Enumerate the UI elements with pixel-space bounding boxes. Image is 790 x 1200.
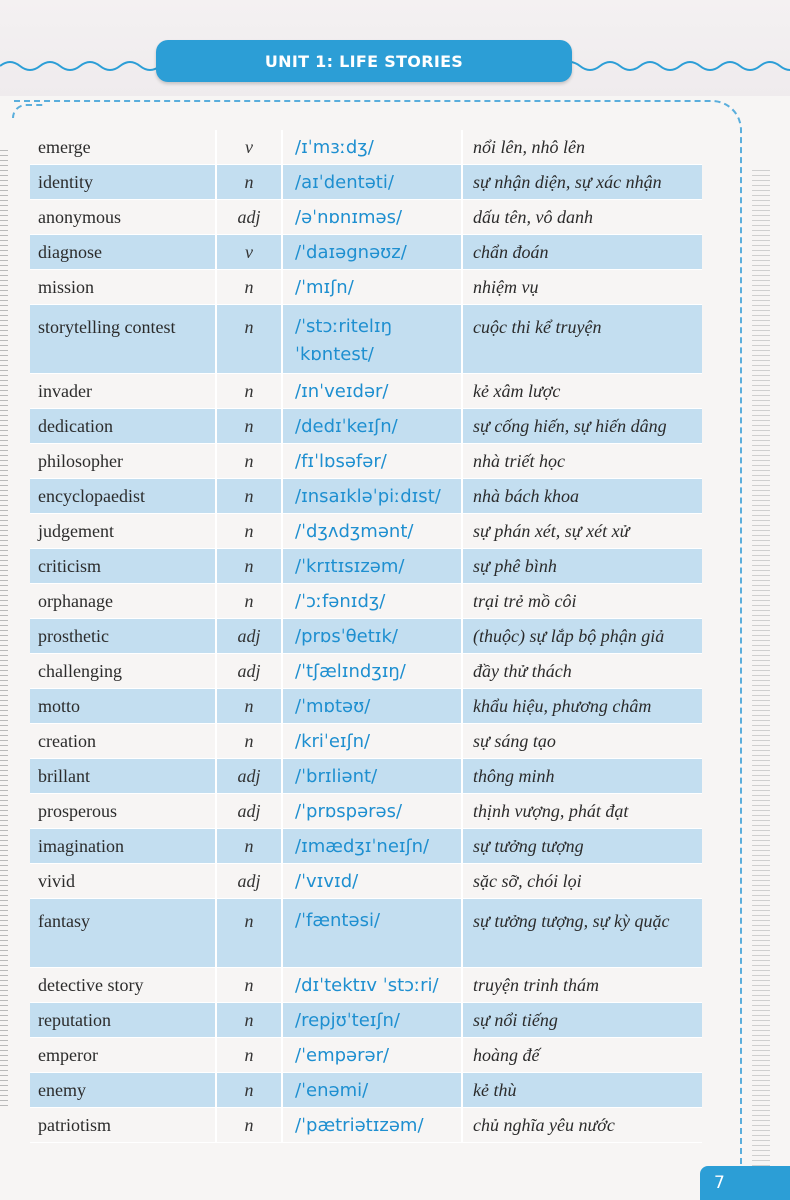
meaning-cell xyxy=(462,1108,702,1143)
table-row xyxy=(30,584,702,619)
part-of-speech-cell xyxy=(216,899,282,968)
meaning-cell-text: sự nhận diện, sự xác nhận xyxy=(473,171,662,192)
pronunciation-cell xyxy=(282,724,462,759)
word-cell xyxy=(30,759,216,794)
word-cell xyxy=(30,829,216,864)
pronunciation-cell-text: /ˈmɒtəʊ/ xyxy=(295,695,371,717)
pronunciation-cell-text: /ˈbrɪliənt/ xyxy=(295,765,378,787)
meaning-cell xyxy=(462,794,702,829)
part-of-speech-cell xyxy=(216,130,282,165)
word-cell xyxy=(30,968,216,1003)
pronunciation-cell-text: /fɪˈlɒsəfər/ xyxy=(295,450,387,472)
pronunciation-cell xyxy=(282,899,462,968)
word-cell-text: orphanage xyxy=(38,590,113,611)
word-cell-text: invader xyxy=(38,380,92,401)
word-cell-text: enemy xyxy=(38,1079,86,1100)
pronunciation-cell-text: /dedɪˈkeɪʃn/ xyxy=(295,415,398,437)
meaning-cell xyxy=(462,444,702,479)
table-row xyxy=(30,794,702,829)
meaning-cell xyxy=(462,130,702,165)
word-cell xyxy=(30,654,216,689)
part-of-speech-cell-text: v xyxy=(245,241,253,262)
part-of-speech-cell xyxy=(216,409,282,444)
meaning-cell xyxy=(462,479,702,514)
part-of-speech-cell-text: n xyxy=(244,555,254,576)
part-of-speech-cell-text: n xyxy=(244,415,254,436)
part-of-speech-cell-text: n xyxy=(244,1009,254,1030)
pronunciation-cell-text: /ˈprɒspərəs/ xyxy=(295,800,403,822)
meaning-cell xyxy=(462,305,702,374)
part-of-speech-cell xyxy=(216,864,282,899)
meaning-cell xyxy=(462,619,702,654)
pronunciation-cell xyxy=(282,1003,462,1038)
word-cell-text: fantasy xyxy=(38,911,90,931)
page-number-tab xyxy=(700,1166,790,1200)
pronunciation-cell xyxy=(282,794,462,829)
word-cell xyxy=(30,409,216,444)
word-cell-text: motto xyxy=(38,695,81,716)
unit-title-banner xyxy=(156,40,572,82)
meaning-cell-text: thông minh xyxy=(473,765,555,786)
pronunciation-cell xyxy=(282,444,462,479)
word-cell-text: prosthetic xyxy=(38,625,109,646)
meaning-cell-text: khẩu hiệu, phương châm xyxy=(473,695,652,716)
table-row xyxy=(30,200,702,235)
table-row xyxy=(30,444,702,479)
part-of-speech-cell xyxy=(216,654,282,689)
part-of-speech-cell xyxy=(216,584,282,619)
part-of-speech-cell-text: n xyxy=(244,974,254,995)
pronunciation-cell xyxy=(282,584,462,619)
part-of-speech-cell xyxy=(216,514,282,549)
table-row xyxy=(30,374,702,409)
word-cell-text: anonymous xyxy=(38,206,121,227)
pronunciation-cell xyxy=(282,549,462,584)
word-cell-text: reputation xyxy=(38,1009,111,1030)
meaning-cell-text: nhà triết học xyxy=(473,450,565,471)
word-cell xyxy=(30,584,216,619)
pronunciation-cell-text: /ɪmædʒɪˈneɪʃn/ xyxy=(295,835,430,857)
meaning-cell-text: chẩn đoán xyxy=(473,241,549,262)
pronunciation-cell-text: /ˈdaɪəgnəʊz/ xyxy=(295,241,407,263)
pronunciation-cell-text: /ˈempərər/ xyxy=(295,1044,390,1066)
word-cell xyxy=(30,794,216,829)
part-of-speech-cell-text: adj xyxy=(237,206,261,227)
pronunciation-cell-text: /ˈstɔːritelɪŋ ˈkɒntest/ xyxy=(295,316,393,365)
part-of-speech-cell xyxy=(216,200,282,235)
part-of-speech-cell-text: n xyxy=(244,1114,254,1135)
meaning-cell-text: sự nổi tiếng xyxy=(473,1009,558,1030)
pronunciation-cell-text: /ɪnˈveɪdər/ xyxy=(295,380,389,402)
pronunciation-cell-text: /ˈfæntəsi/ xyxy=(295,910,381,931)
table-row xyxy=(30,549,702,584)
pronunciation-cell xyxy=(282,409,462,444)
part-of-speech-cell xyxy=(216,270,282,305)
meaning-cell-text: chủ nghĩa yêu nước xyxy=(473,1114,615,1135)
pronunciation-cell-text: /ˈpætriətɪzəm/ xyxy=(295,1114,424,1136)
meaning-cell-text: sự phán xét, sự xét xử xyxy=(473,520,630,541)
pronunciation-cell xyxy=(282,864,462,899)
word-cell-text: diagnose xyxy=(38,241,102,262)
pronunciation-cell-text: /ˈdʒʌdʒmənt/ xyxy=(295,520,414,542)
table-row xyxy=(30,270,702,305)
meaning-cell-text: thịnh vượng, phát đạt xyxy=(473,800,629,821)
part-of-speech-cell-text: adj xyxy=(237,765,261,786)
meaning-cell xyxy=(462,270,702,305)
pronunciation-cell-text: /əˈnɒnɪməs/ xyxy=(295,206,403,228)
word-cell-text: emperor xyxy=(38,1044,98,1065)
meaning-cell xyxy=(462,235,702,270)
meaning-cell-text: sự sáng tạo xyxy=(473,730,556,751)
word-cell xyxy=(30,305,216,374)
meaning-cell-text: sự phê bình xyxy=(473,555,557,576)
part-of-speech-cell-text: n xyxy=(244,590,254,611)
word-cell xyxy=(30,514,216,549)
word-cell xyxy=(30,1073,216,1108)
meaning-cell-text: sự tưởng tượng, sự kỳ quặc xyxy=(473,911,670,931)
part-of-speech-cell xyxy=(216,1108,282,1143)
part-of-speech-cell-text: n xyxy=(244,276,254,297)
pronunciation-cell xyxy=(282,270,462,305)
word-cell-text: vivid xyxy=(38,870,76,891)
part-of-speech-cell-text: n xyxy=(244,485,254,506)
part-of-speech-cell-text: n xyxy=(244,520,254,541)
word-cell xyxy=(30,165,216,200)
table-row xyxy=(30,514,702,549)
word-cell xyxy=(30,689,216,724)
part-of-speech-cell xyxy=(216,724,282,759)
meaning-cell-text: truyện trinh thám xyxy=(473,974,599,995)
meaning-cell-text: dấu tên, vô danh xyxy=(473,206,593,227)
word-cell-text: challenging xyxy=(38,660,122,681)
pronunciation-cell xyxy=(282,130,462,165)
table-row xyxy=(30,305,702,374)
meaning-cell xyxy=(462,374,702,409)
word-cell-text: emerge xyxy=(38,136,91,157)
pronunciation-cell xyxy=(282,759,462,794)
pronunciation-cell xyxy=(282,829,462,864)
word-cell-text: brillant xyxy=(38,765,90,786)
word-cell xyxy=(30,899,216,968)
word-cell xyxy=(30,619,216,654)
table-row xyxy=(30,724,702,759)
meaning-cell-text: nhiệm vụ xyxy=(473,276,539,297)
part-of-speech-cell xyxy=(216,479,282,514)
word-cell xyxy=(30,200,216,235)
word-cell-text: creation xyxy=(38,730,96,751)
part-of-speech-cell xyxy=(216,829,282,864)
pronunciation-cell-text: /ɪnsaɪkləˈpiːdɪst/ xyxy=(295,485,441,507)
part-of-speech-cell-text: n xyxy=(244,695,254,716)
part-of-speech-cell-text: n xyxy=(244,380,254,401)
word-cell xyxy=(30,1003,216,1038)
meaning-cell-text: đầy thử thách xyxy=(473,660,572,681)
part-of-speech-cell xyxy=(216,165,282,200)
page-edge-lines-right xyxy=(752,170,770,1170)
meaning-cell-text: (thuộc) sự lắp bộ phận giả xyxy=(473,625,665,646)
word-cell xyxy=(30,1108,216,1143)
meaning-cell-text: kẻ thù xyxy=(473,1079,517,1100)
content-frame-corner xyxy=(12,104,44,118)
table-row xyxy=(30,899,702,968)
table-row xyxy=(30,654,702,689)
meaning-cell-text: hoàng đế xyxy=(473,1044,540,1065)
table-row xyxy=(30,130,702,165)
meaning-cell xyxy=(462,864,702,899)
pronunciation-cell-text: /ˈtʃælɪndʒɪŋ/ xyxy=(295,660,406,682)
table-row xyxy=(30,235,702,270)
meaning-cell xyxy=(462,759,702,794)
meaning-cell-text: nổi lên, nhô lên xyxy=(473,136,585,157)
meaning-cell xyxy=(462,689,702,724)
part-of-speech-cell-text: n xyxy=(244,1044,254,1065)
part-of-speech-cell xyxy=(216,305,282,374)
table-row xyxy=(30,165,702,200)
pronunciation-cell xyxy=(282,689,462,724)
part-of-speech-cell-text: n xyxy=(244,835,254,856)
meaning-cell xyxy=(462,1003,702,1038)
pronunciation-cell xyxy=(282,968,462,1003)
pronunciation-cell xyxy=(282,1038,462,1073)
meaning-cell xyxy=(462,584,702,619)
table-row xyxy=(30,479,702,514)
word-cell-text: philosopher xyxy=(38,450,123,471)
part-of-speech-cell-text: n xyxy=(244,730,254,751)
pronunciation-cell xyxy=(282,200,462,235)
part-of-speech-cell xyxy=(216,1003,282,1038)
pronunciation-cell-text: /ˈmɪʃn/ xyxy=(295,276,354,298)
part-of-speech-cell-text: n xyxy=(244,171,254,192)
part-of-speech-cell-text: v xyxy=(245,136,253,157)
word-cell-text: storytelling contest xyxy=(38,317,176,337)
meaning-cell xyxy=(462,968,702,1003)
word-cell xyxy=(30,270,216,305)
table-row xyxy=(30,864,702,899)
unit-title: UNIT 1: LIFE STORIES xyxy=(264,51,464,71)
word-cell-text: imagination xyxy=(38,835,124,856)
part-of-speech-cell-text: adj xyxy=(237,870,261,891)
part-of-speech-cell xyxy=(216,794,282,829)
part-of-speech-cell xyxy=(216,968,282,1003)
pronunciation-cell-text: /kriˈeɪʃn/ xyxy=(295,730,371,752)
meaning-cell xyxy=(462,409,702,444)
page-edge-lines-left xyxy=(0,150,8,1110)
part-of-speech-cell xyxy=(216,619,282,654)
pronunciation-cell xyxy=(282,305,462,374)
word-cell xyxy=(30,549,216,584)
table-row xyxy=(30,968,702,1003)
meaning-cell-text: sự tưởng tượng xyxy=(473,835,584,856)
meaning-cell-text: trại trẻ mồ côi xyxy=(473,590,577,611)
meaning-cell xyxy=(462,165,702,200)
word-cell xyxy=(30,374,216,409)
table-row xyxy=(30,1003,702,1038)
meaning-cell-text: nhà bách khoa xyxy=(473,485,579,506)
pronunciation-cell-text: /prɒsˈθetɪk/ xyxy=(295,625,398,647)
part-of-speech-cell-text: adj xyxy=(237,660,261,681)
pronunciation-cell xyxy=(282,619,462,654)
word-cell-text: judgement xyxy=(38,520,114,541)
part-of-speech-cell xyxy=(216,444,282,479)
table-row xyxy=(30,1038,702,1073)
word-cell xyxy=(30,130,216,165)
part-of-speech-cell-text: n xyxy=(244,317,254,337)
table-row xyxy=(30,1073,702,1108)
pronunciation-cell-text: /ɪˈmɜːdʒ/ xyxy=(295,136,374,158)
part-of-speech-cell xyxy=(216,1038,282,1073)
word-cell-text: criticism xyxy=(38,555,101,576)
word-cell-text: prosperous xyxy=(38,800,117,821)
meaning-cell xyxy=(462,724,702,759)
pronunciation-cell xyxy=(282,374,462,409)
pronunciation-cell xyxy=(282,1108,462,1143)
table-row xyxy=(30,1108,702,1143)
table-row xyxy=(30,759,702,794)
part-of-speech-cell-text: adj xyxy=(237,625,261,646)
word-cell xyxy=(30,724,216,759)
word-cell xyxy=(30,1038,216,1073)
part-of-speech-cell-text: n xyxy=(244,911,254,931)
pronunciation-cell xyxy=(282,479,462,514)
meaning-cell xyxy=(462,1038,702,1073)
word-cell xyxy=(30,235,216,270)
pronunciation-cell xyxy=(282,514,462,549)
meaning-cell xyxy=(462,654,702,689)
table-row xyxy=(30,619,702,654)
page-number: 7 xyxy=(714,1173,725,1193)
meaning-cell xyxy=(462,200,702,235)
vocabulary-table xyxy=(30,130,702,1143)
part-of-speech-cell xyxy=(216,759,282,794)
word-cell-text: encyclopaedist xyxy=(38,485,145,506)
table-row xyxy=(30,409,702,444)
pronunciation-cell xyxy=(282,235,462,270)
pronunciation-cell-text: /aɪˈdentəti/ xyxy=(295,171,394,193)
pronunciation-cell-text: /ˈɔːfənɪdʒ/ xyxy=(295,590,386,612)
meaning-cell-text: cuộc thi kể truyện xyxy=(473,317,602,337)
part-of-speech-cell xyxy=(216,689,282,724)
pronunciation-cell-text: /ˈenəmi/ xyxy=(295,1079,369,1101)
pronunciation-cell xyxy=(282,165,462,200)
pronunciation-cell-text: /dɪˈtektɪv ˈstɔːri/ xyxy=(295,974,439,996)
word-cell-text: detective story xyxy=(38,974,144,995)
meaning-cell-text: sự cống hiến, sự hiến dâng xyxy=(473,415,667,436)
pronunciation-cell-text: /ˈvɪvɪd/ xyxy=(295,870,359,892)
part-of-speech-cell xyxy=(216,1073,282,1108)
meaning-cell xyxy=(462,829,702,864)
meaning-cell xyxy=(462,514,702,549)
part-of-speech-cell-text: adj xyxy=(237,800,261,821)
word-cell-text: mission xyxy=(38,276,95,297)
pronunciation-cell xyxy=(282,654,462,689)
part-of-speech-cell-text: n xyxy=(244,1079,254,1100)
table-row xyxy=(30,689,702,724)
word-cell-text: patriotism xyxy=(38,1114,111,1135)
part-of-speech-cell xyxy=(216,374,282,409)
word-cell xyxy=(30,444,216,479)
meaning-cell xyxy=(462,549,702,584)
part-of-speech-cell-text: n xyxy=(244,450,254,471)
pronunciation-cell-text: /ˈkrɪtɪsɪzəm/ xyxy=(295,555,405,577)
word-cell-text: dedication xyxy=(38,415,113,436)
word-cell xyxy=(30,864,216,899)
word-cell xyxy=(30,479,216,514)
meaning-cell-text: sặc sỡ, chói lọi xyxy=(473,870,582,891)
meaning-cell-text: kẻ xâm lược xyxy=(473,380,561,401)
part-of-speech-cell xyxy=(216,235,282,270)
part-of-speech-cell xyxy=(216,549,282,584)
word-cell-text: identity xyxy=(38,171,93,192)
meaning-cell xyxy=(462,899,702,968)
table-row xyxy=(30,829,702,864)
pronunciation-cell xyxy=(282,1073,462,1108)
meaning-cell xyxy=(462,1073,702,1108)
pronunciation-cell-text: /repjʊˈteɪʃn/ xyxy=(295,1009,400,1031)
